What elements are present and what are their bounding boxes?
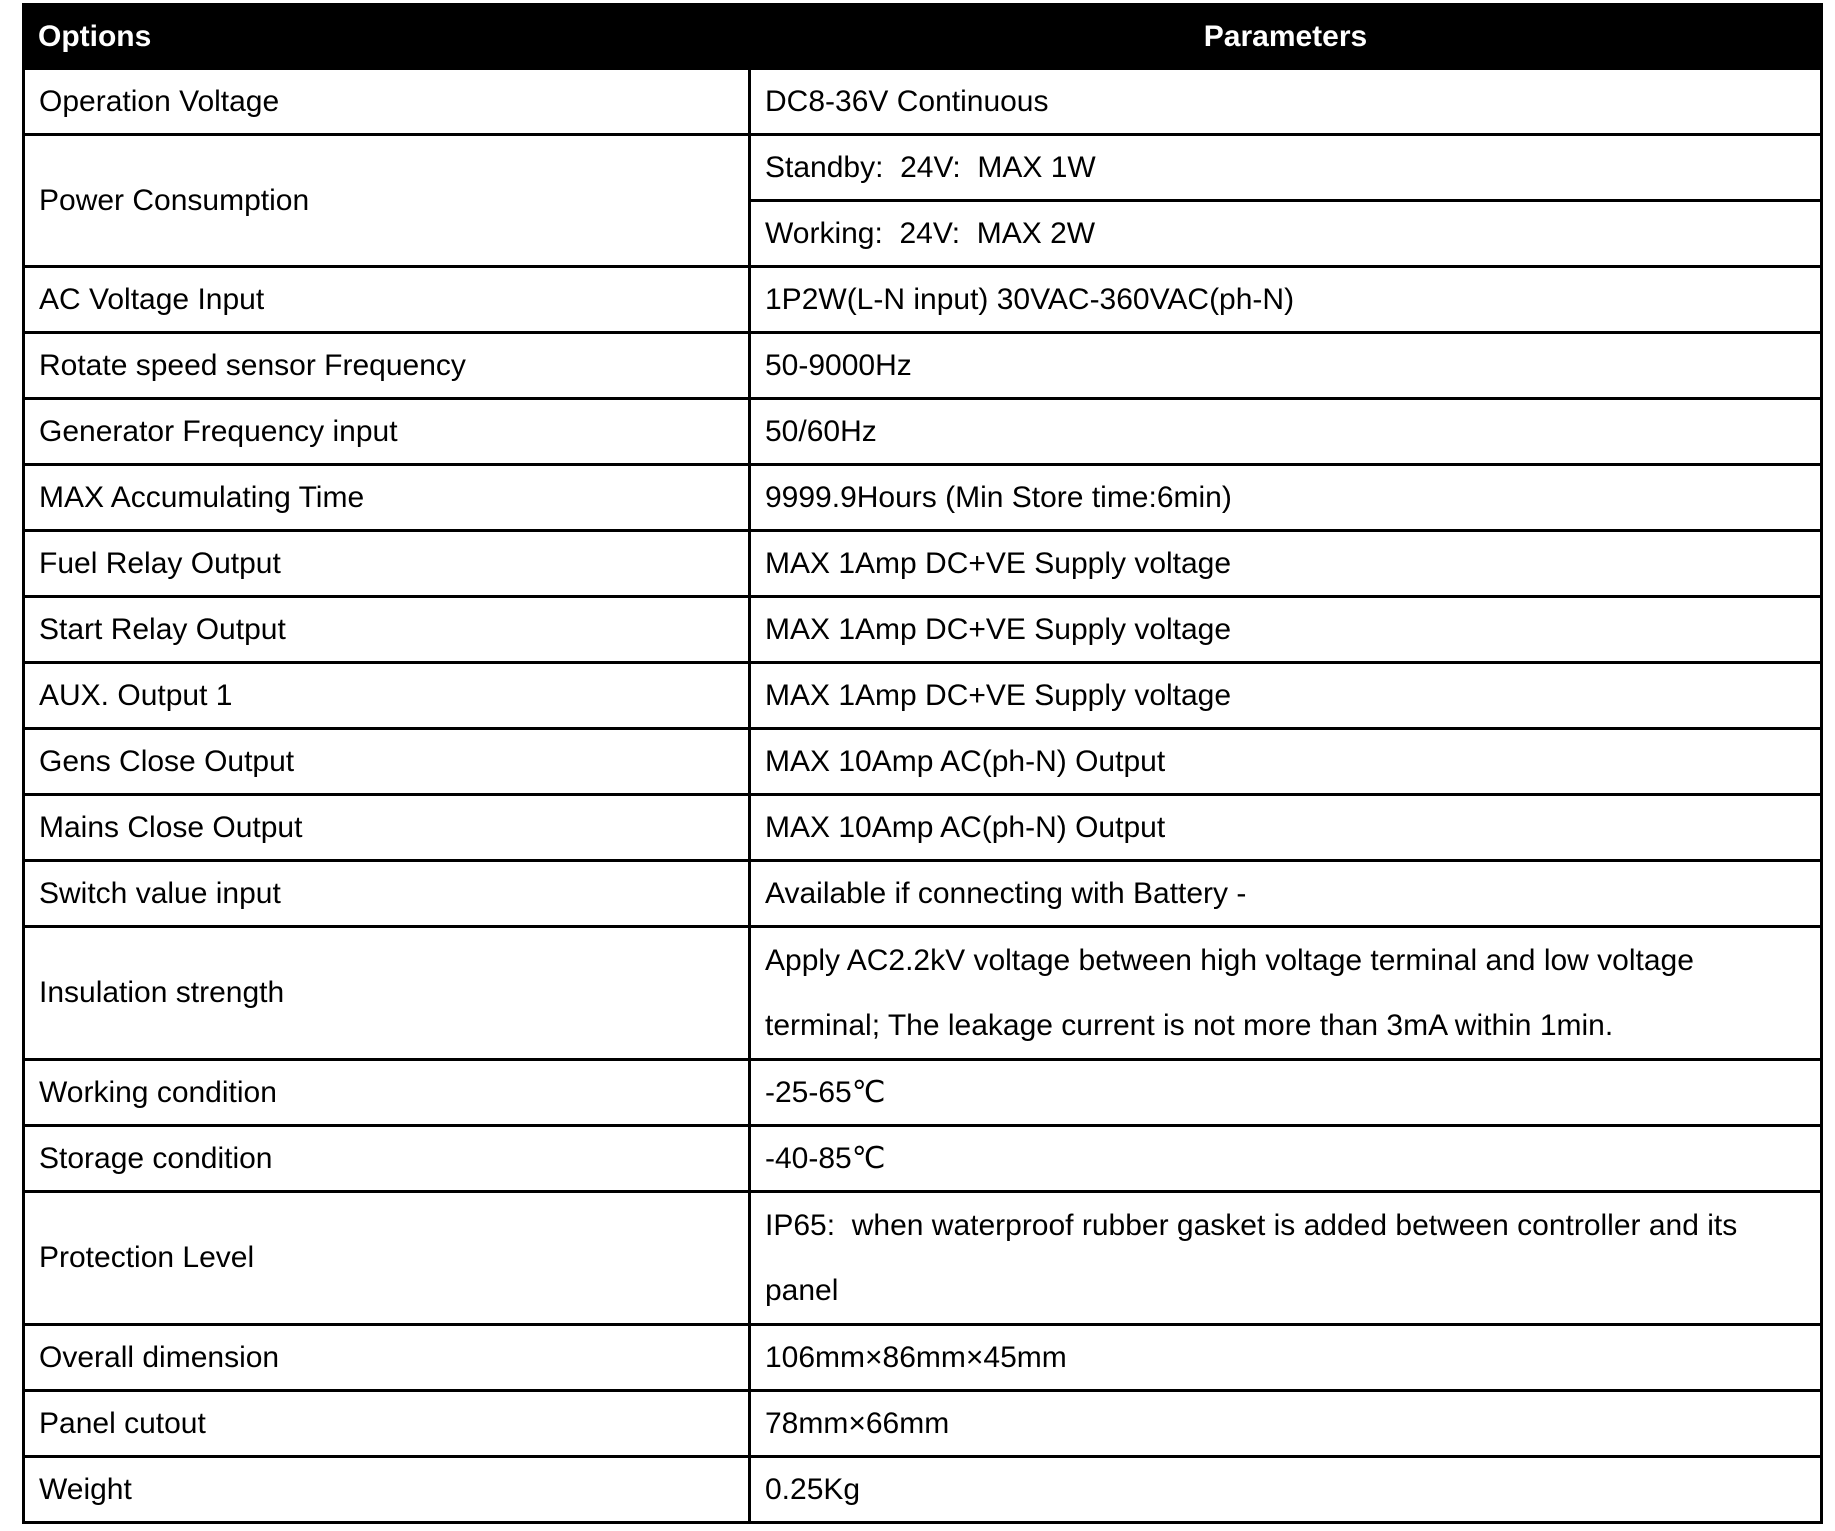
- table-row: [24, 597, 1822, 663]
- table-row: [24, 531, 1822, 597]
- value-cell: 1P2W(L-N input) 30VAC-360VAC(ph-N): [750, 267, 1822, 333]
- value-cell: Standby: 24V: MAX 1W: [750, 135, 1822, 201]
- value-cell: Apply AC2.2kV voltage between high voltage terminal and low voltage terminal; The leakage current is not more than 3mA within 1min.: [750, 927, 1822, 1060]
- option-cell: Rotate speed sensor Frequency: [24, 333, 750, 399]
- header-row: [24, 5, 1822, 69]
- table-row: [24, 399, 1822, 465]
- value-cell: IP65: when waterproof rubber gasket is added between controller and its panel: [750, 1192, 1822, 1325]
- option-cell: Overall dimension: [24, 1325, 750, 1391]
- value-cell: -25-65℃: [750, 1060, 1822, 1126]
- value-cell: 50-9000Hz: [750, 333, 1822, 399]
- option-cell: Fuel Relay Output: [24, 531, 750, 597]
- option-cell: AC Voltage Input: [24, 267, 750, 333]
- value-cell: 106mm×86mm×45mm: [750, 1325, 1822, 1391]
- option-cell: Generator Frequency input: [24, 399, 750, 465]
- table-row: [24, 69, 1822, 135]
- option-cell: Mains Close Output: [24, 795, 750, 861]
- value-cell: 78mm×66mm: [750, 1391, 1822, 1457]
- table-row: [24, 927, 1822, 1060]
- parameters-header: Parameters: [750, 5, 1822, 69]
- table-row: [24, 267, 1822, 333]
- table-row: [24, 729, 1822, 795]
- value-cell: DC8-36V Continuous: [750, 69, 1822, 135]
- option-cell: Weight: [24, 1457, 750, 1523]
- option-cell: Panel cutout: [24, 1391, 750, 1457]
- value-cell: MAX 10Amp AC(ph-N) Output: [750, 795, 1822, 861]
- table-row: [24, 333, 1822, 399]
- option-cell: Start Relay Output: [24, 597, 750, 663]
- table-row: [24, 135, 1822, 201]
- option-cell: MAX Accumulating Time: [24, 465, 750, 531]
- option-cell: Power Consumption: [24, 135, 750, 267]
- table-row: [24, 1325, 1822, 1391]
- options-header: Options: [24, 5, 750, 69]
- value-cell: Available if connecting with Battery -: [750, 861, 1822, 927]
- table-row: [24, 663, 1822, 729]
- value-cell: 50/60Hz: [750, 399, 1822, 465]
- option-cell: Insulation strength: [24, 927, 750, 1060]
- option-cell: Switch value input: [24, 861, 750, 927]
- value-cell: MAX 1Amp DC+VE Supply voltage: [750, 597, 1822, 663]
- value-cell: MAX 10Amp AC(ph-N) Output: [750, 729, 1822, 795]
- table-row: [24, 861, 1822, 927]
- value-cell: MAX 1Amp DC+VE Supply voltage: [750, 663, 1822, 729]
- option-cell: Storage condition: [24, 1126, 750, 1192]
- table-row: [24, 1457, 1822, 1523]
- option-cell: AUX. Output 1: [24, 663, 750, 729]
- option-cell: Working condition: [24, 1060, 750, 1126]
- table-row: [24, 465, 1822, 531]
- spec-table: [22, 3, 1823, 1524]
- table-row: [24, 1192, 1822, 1325]
- value-cell: Working: 24V: MAX 2W: [750, 201, 1822, 267]
- table-row: [24, 1391, 1822, 1457]
- value-cell: 0.25Kg: [750, 1457, 1822, 1523]
- option-cell: Operation Voltage: [24, 69, 750, 135]
- value-cell: MAX 1Amp DC+VE Supply voltage: [750, 531, 1822, 597]
- value-cell: 9999.9Hours (Min Store time:6min): [750, 465, 1822, 531]
- option-cell: Gens Close Output: [24, 729, 750, 795]
- option-cell: Protection Level: [24, 1192, 750, 1325]
- value-cell: -40-85℃: [750, 1126, 1822, 1192]
- table-row: [24, 1126, 1822, 1192]
- table-row: [24, 795, 1822, 861]
- table-row: [24, 1060, 1822, 1126]
